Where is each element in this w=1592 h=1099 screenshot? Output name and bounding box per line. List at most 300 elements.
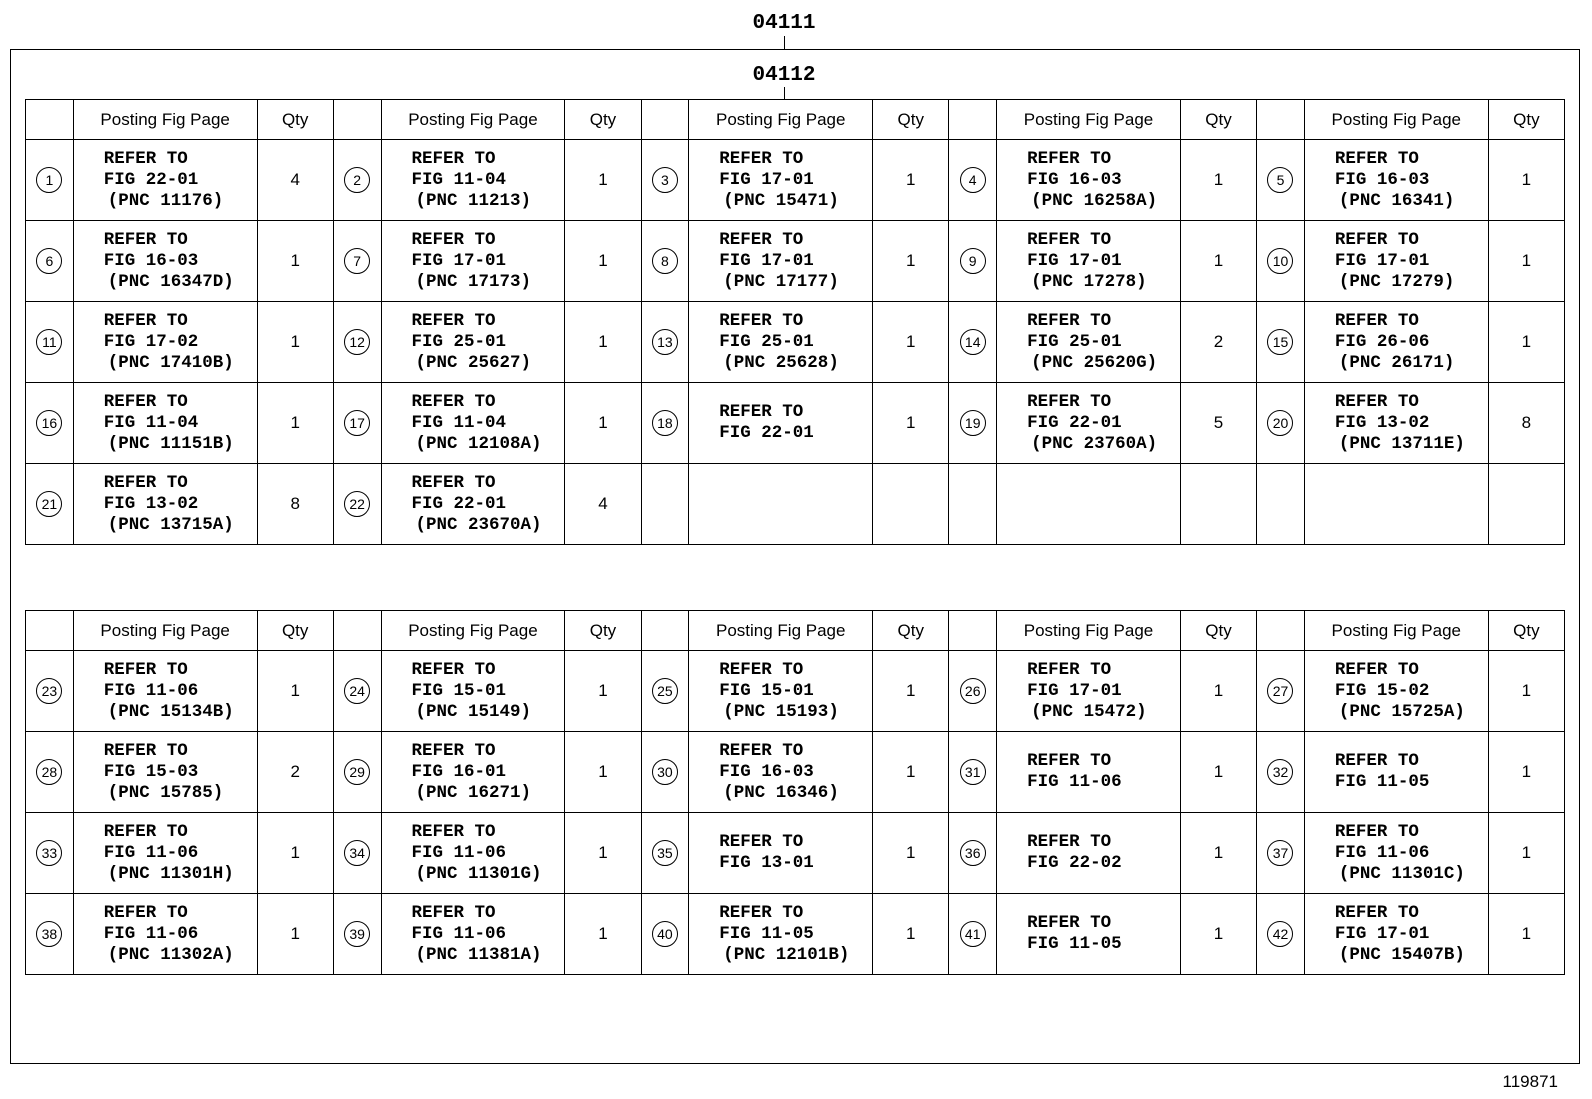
item-number-cell [26, 140, 74, 221]
refer-to-text: REFER TO [411, 229, 496, 250]
fig-page-text: FIG 11-05 [719, 923, 814, 944]
fig-page-text: FIG 11-04 [103, 412, 199, 433]
qty-cell: 1 [1180, 221, 1256, 302]
fig-page-text: FIG 22-01 [1027, 412, 1122, 433]
header-row [26, 611, 1565, 651]
refer-to-text: REFER TO [411, 472, 496, 493]
refer-to-text: REFER TO [411, 391, 496, 412]
qty-cell: 1 [1180, 140, 1256, 221]
reference-text [997, 751, 1180, 793]
pnc-text: (PNC 16347D) [107, 271, 234, 292]
fig-page-text: FIG 15-03 [103, 761, 199, 782]
reference-text [997, 392, 1180, 455]
pnc-text: (PNC 15472) [1031, 701, 1147, 722]
qty-cell: 1 [873, 140, 949, 221]
pnc-text: (PNC 17279) [1338, 271, 1455, 292]
fig-page-text: FIG 16-03 [103, 250, 199, 271]
pnc-text: (PNC 15134B) [107, 701, 234, 722]
reference-cell [1304, 732, 1488, 813]
fig-page-text: FIG 22-02 [1027, 853, 1122, 873]
pnc-text: (PNC 16271) [415, 782, 532, 803]
reference-cell [1304, 383, 1488, 464]
fig-page-text: FIG 17-02 [103, 331, 199, 352]
item-number-cell [641, 383, 689, 464]
reference-text [997, 660, 1180, 723]
pnc-text: (PNC 17278) [1031, 271, 1147, 292]
refer-to-text: REFER TO [103, 740, 188, 761]
qty-cell: 1 [565, 894, 641, 975]
reference-cell [997, 813, 1181, 894]
item-number-cell [641, 732, 689, 813]
refer-to-text: REFER TO [411, 902, 496, 923]
item-number-cell [26, 464, 74, 545]
header-qty: Qty [257, 611, 333, 651]
item-number-cell [641, 140, 689, 221]
refer-to-text: REFER TO [411, 740, 496, 761]
reference-cell [381, 383, 565, 464]
header-blank [333, 100, 381, 140]
reference-text [1305, 311, 1488, 374]
refer-to-text: REFER TO [719, 229, 804, 250]
item-number-cell [1257, 464, 1305, 545]
reference-cell [381, 651, 565, 732]
refer-to-text: REFER TO [411, 148, 496, 169]
header-posting-fig-page: Posting Fig Page [73, 100, 257, 140]
item-number-badge: 16 [36, 410, 62, 436]
refer-to-text: REFER TO [1334, 902, 1419, 923]
item-number-cell [641, 464, 689, 545]
header-qty: Qty [1180, 611, 1256, 651]
header-blank [949, 100, 997, 140]
refer-to-text: REFER TO [1334, 751, 1419, 771]
header-posting-fig-page: Posting Fig Page [997, 611, 1181, 651]
reference-cell [997, 732, 1181, 813]
refer-to-text: REFER TO [103, 391, 188, 412]
refer-to-text: REFER TO [411, 659, 496, 680]
qty-cell: 1 [1488, 302, 1564, 383]
qty-cell: 1 [565, 302, 641, 383]
qty-cell: 1 [565, 221, 641, 302]
qty-cell: 8 [1488, 383, 1564, 464]
fig-page-text: FIG 11-04 [411, 169, 507, 190]
qty-cell: 1 [565, 383, 641, 464]
refer-to-text: REFER TO [103, 310, 188, 331]
header-qty: Qty [1488, 100, 1564, 140]
fig-page-text: FIG 15-02 [1334, 680, 1430, 701]
item-number-badge: 21 [36, 491, 62, 517]
qty-cell: 1 [565, 732, 641, 813]
reference-text [74, 230, 257, 293]
qty-cell: 4 [565, 464, 641, 545]
qty-cell: 5 [1180, 383, 1256, 464]
fig-page-text: FIG 17-01 [1027, 250, 1122, 271]
item-number-cell [1257, 140, 1305, 221]
item-number-badge: 34 [344, 840, 370, 866]
fig-page-text: FIG 25-01 [411, 331, 507, 352]
fig-page-text: FIG 17-01 [1334, 923, 1430, 944]
fig-page-text: FIG 25-01 [1027, 331, 1122, 352]
reference-cell [381, 894, 565, 975]
item-number-cell [26, 383, 74, 464]
refer-to-text: REFER TO [719, 148, 804, 169]
item-number-badge: 12 [344, 329, 370, 355]
reference-text [689, 149, 872, 212]
reference-cell [1304, 140, 1488, 221]
item-number-cell [1257, 732, 1305, 813]
refer-to-text: REFER TO [719, 902, 804, 923]
refer-to-text: REFER TO [719, 310, 804, 331]
refer-to-text: REFER TO [103, 821, 188, 842]
fig-page-text: FIG 13-02 [103, 493, 199, 514]
header-blank [641, 611, 689, 651]
fig-page-text: FIG 16-03 [1027, 169, 1122, 190]
reference-cell [1304, 894, 1488, 975]
reference-text [382, 660, 565, 723]
pnc-text: (PNC 15193) [723, 701, 839, 722]
qty-cell: 1 [257, 813, 333, 894]
refer-to-text: REFER TO [103, 229, 188, 250]
item-number-cell [949, 813, 997, 894]
fig-page-text: FIG 11-06 [103, 842, 199, 863]
header-blank [949, 611, 997, 651]
qty-cell: 1 [1488, 140, 1564, 221]
item-number-badge: 5 [1267, 167, 1293, 193]
reference-text [1305, 822, 1488, 885]
refer-to-text: REFER TO [1334, 148, 1419, 169]
item-number-badge: 38 [36, 921, 62, 947]
fig-page-text: FIG 17-01 [719, 169, 814, 190]
refer-to-text: REFER TO [1027, 751, 1112, 771]
reference-text [997, 230, 1180, 293]
reference-cell [1304, 221, 1488, 302]
reference-text [689, 230, 872, 293]
item-number-badge: 19 [960, 410, 986, 436]
reference-text [997, 913, 1180, 955]
reference-text [1305, 392, 1488, 455]
item-number-badge: 42 [1267, 921, 1293, 947]
item-number-badge: 14 [960, 329, 986, 355]
parts-table-1 [25, 99, 1565, 545]
item-number-badge: 30 [652, 759, 678, 785]
item-number-cell [333, 221, 381, 302]
qty-cell: 1 [565, 813, 641, 894]
reference-text [1305, 903, 1488, 966]
item-number-badge: 1 [36, 167, 62, 193]
reference-cell [1304, 813, 1488, 894]
pnc-text: (PNC 26171) [1338, 352, 1455, 373]
header-posting-fig-page: Posting Fig Page [997, 100, 1181, 140]
reference-cell [689, 221, 873, 302]
refer-to-text: REFER TO [103, 148, 188, 169]
item-number-cell [641, 894, 689, 975]
refer-to-text: REFER TO [1027, 832, 1112, 852]
item-number-badge: 3 [652, 167, 678, 193]
item-number-cell [333, 302, 381, 383]
refer-to-text: REFER TO [1027, 659, 1112, 680]
fig-page-text: FIG 11-06 [103, 923, 199, 944]
header-posting-fig-page: Posting Fig Page [1304, 611, 1488, 651]
item-number-cell [1257, 894, 1305, 975]
item-number-badge: 8 [652, 248, 678, 274]
reference-text [382, 311, 565, 374]
fig-page-text: FIG 11-04 [411, 412, 507, 433]
fig-page-text: FIG 26-06 [1334, 331, 1430, 352]
reference-cell [997, 383, 1181, 464]
reference-text [382, 473, 565, 536]
item-number-badge: 35 [652, 840, 678, 866]
reference-cell [997, 464, 1181, 545]
item-number-cell [333, 894, 381, 975]
reference-text [74, 741, 257, 804]
header-qty: Qty [873, 611, 949, 651]
item-number-badge: 20 [1267, 410, 1293, 436]
item-number-cell [333, 813, 381, 894]
reference-cell [381, 221, 565, 302]
reference-cell [997, 894, 1181, 975]
reference-cell [1304, 651, 1488, 732]
leader-line-inner [784, 87, 785, 99]
pnc-text: (PNC 16258A) [1031, 190, 1158, 211]
reference-cell [73, 140, 257, 221]
reference-cell [73, 383, 257, 464]
pnc-text: (PNC 12101B) [723, 944, 850, 965]
item-number-cell [949, 651, 997, 732]
reference-text [74, 149, 257, 212]
item-number-cell [949, 464, 997, 545]
header-blank [1257, 611, 1305, 651]
item-number-cell [949, 140, 997, 221]
header-posting-fig-page: Posting Fig Page [1304, 100, 1488, 140]
qty-cell: 1 [1488, 813, 1564, 894]
reference-text [1305, 660, 1488, 723]
pnc-text: (PNC 17173) [415, 271, 532, 292]
qty-cell: 1 [1180, 651, 1256, 732]
qty-cell: 1 [873, 383, 949, 464]
reference-cell [381, 813, 565, 894]
item-number-badge: 36 [960, 840, 986, 866]
reference-cell [381, 732, 565, 813]
pnc-text: (PNC 23670A) [415, 514, 542, 535]
reference-cell [689, 894, 873, 975]
qty-cell: 1 [1488, 894, 1564, 975]
refer-to-text: REFER TO [1027, 310, 1112, 331]
pnc-text: (PNC 11302A) [107, 944, 234, 965]
pnc-text: (PNC 12108A) [415, 433, 542, 454]
item-number-cell [26, 813, 74, 894]
reference-text [997, 832, 1180, 874]
reference-cell [997, 221, 1181, 302]
pnc-text: (PNC 17410B) [107, 352, 234, 373]
item-number-badge: 27 [1267, 678, 1293, 704]
fig-page-text: FIG 25-01 [719, 331, 814, 352]
header-qty: Qty [873, 100, 949, 140]
pnc-text: (PNC 11176) [107, 190, 224, 211]
table-row [26, 221, 1565, 302]
qty-cell: 1 [873, 302, 949, 383]
item-number-badge: 4 [960, 167, 986, 193]
item-number-badge: 23 [36, 678, 62, 704]
header-qty: Qty [565, 100, 641, 140]
reference-text [74, 473, 257, 536]
pnc-text: (PNC 17177) [723, 271, 839, 292]
reference-cell [73, 651, 257, 732]
reference-text [382, 903, 565, 966]
reference-cell [381, 464, 565, 545]
header-posting-fig-page: Posting Fig Page [689, 611, 873, 651]
reference-text [1305, 230, 1488, 293]
qty-cell: 1 [873, 894, 949, 975]
fig-page-text: FIG 17-01 [719, 250, 814, 271]
fig-page-text: FIG 11-06 [411, 842, 507, 863]
reference-text [1305, 751, 1488, 793]
refer-to-text: REFER TO [1334, 391, 1419, 412]
table-row [26, 464, 1565, 545]
item-number-cell [26, 894, 74, 975]
item-number-cell [333, 383, 381, 464]
header-posting-fig-page: Posting Fig Page [689, 100, 873, 140]
qty-cell: 1 [257, 302, 333, 383]
reference-text [997, 311, 1180, 374]
pnc-text: (PNC 25620G) [1031, 352, 1158, 373]
reference-text [382, 741, 565, 804]
reference-text [689, 903, 872, 966]
item-number-cell [1257, 221, 1305, 302]
fig-page-text: FIG 13-01 [719, 853, 814, 873]
refer-to-text: REFER TO [1027, 148, 1112, 169]
qty-cell: 2 [257, 732, 333, 813]
pnc-text: (PNC 23760A) [1031, 433, 1158, 454]
pnc-text: (PNC 15725A) [1338, 701, 1465, 722]
reference-text [997, 149, 1180, 212]
fig-page-text: FIG 16-03 [719, 761, 814, 782]
header-posting-fig-page: Posting Fig Page [381, 100, 565, 140]
fig-page-text: FIG 11-06 [411, 923, 507, 944]
refer-to-text: REFER TO [719, 740, 804, 761]
pnc-text: (PNC 13715A) [107, 514, 234, 535]
header-posting-fig-page: Posting Fig Page [73, 611, 257, 651]
qty-cell: 8 [257, 464, 333, 545]
refer-to-text: REFER TO [1027, 391, 1112, 412]
pnc-text: (PNC 25627) [415, 352, 532, 373]
reference-text [74, 311, 257, 374]
reference-cell [1304, 302, 1488, 383]
pnc-text: (PNC 16346) [723, 782, 839, 803]
reference-cell [689, 464, 873, 545]
pnc-text: (PNC 11301C) [1338, 863, 1465, 884]
refer-to-text: REFER TO [719, 659, 804, 680]
reference-text [74, 822, 257, 885]
fig-page-text: FIG 15-01 [719, 680, 814, 701]
refer-to-text: REFER TO [1334, 821, 1419, 842]
item-number-cell [949, 894, 997, 975]
table-row [26, 140, 1565, 221]
pnc-text: (PNC 15785) [107, 782, 224, 803]
item-number-cell [641, 221, 689, 302]
refer-to-text: REFER TO [411, 821, 496, 842]
header-posting-fig-page: Posting Fig Page [381, 611, 565, 651]
refer-to-text: REFER TO [1027, 229, 1112, 250]
refer-to-text: REFER TO [103, 902, 188, 923]
assembly-label-04111: 04111 [752, 12, 816, 35]
pnc-text: (PNC 16341) [1338, 190, 1455, 211]
table-row [26, 813, 1565, 894]
fig-page-text: FIG 16-03 [1334, 169, 1430, 190]
table-row [26, 894, 1565, 975]
reference-cell [689, 383, 873, 464]
qty-cell: 1 [257, 894, 333, 975]
reference-text [74, 392, 257, 455]
pnc-text: (PNC 25628) [723, 352, 839, 373]
qty-cell: 1 [873, 221, 949, 302]
qty-cell: 1 [565, 651, 641, 732]
refer-to-text: REFER TO [103, 659, 188, 680]
reference-cell [689, 651, 873, 732]
fig-page-text: FIG 11-06 [103, 680, 199, 701]
refer-to-text: REFER TO [1334, 229, 1419, 250]
reference-cell [73, 894, 257, 975]
item-number-cell [1257, 383, 1305, 464]
reference-cell [997, 140, 1181, 221]
reference-cell [381, 302, 565, 383]
item-number-cell [333, 732, 381, 813]
qty-cell: 1 [1180, 894, 1256, 975]
reference-cell [1304, 464, 1488, 545]
qty-cell: 2 [1180, 302, 1256, 383]
item-number-cell [949, 302, 997, 383]
fig-page-text: FIG 22-01 [719, 423, 814, 443]
pnc-text: (PNC 11301H) [107, 863, 234, 884]
reference-cell [73, 302, 257, 383]
fig-page-text: FIG 17-01 [1027, 680, 1122, 701]
item-number-badge: 15 [1267, 329, 1293, 355]
qty-cell: 1 [1488, 651, 1564, 732]
item-number-cell [949, 732, 997, 813]
header-qty: Qty [257, 100, 333, 140]
item-number-badge: 26 [960, 678, 986, 704]
reference-text [74, 903, 257, 966]
item-number-cell [949, 221, 997, 302]
pnc-text: (PNC 13711E) [1338, 433, 1465, 454]
reference-cell [997, 302, 1181, 383]
qty-cell: 1 [257, 651, 333, 732]
reference-cell [689, 302, 873, 383]
item-number-badge: 13 [652, 329, 678, 355]
item-number-badge: 6 [36, 248, 62, 274]
fig-page-text: FIG 22-01 [103, 169, 199, 190]
reference-cell [689, 140, 873, 221]
reference-text [689, 311, 872, 374]
item-number-badge: 10 [1267, 248, 1293, 274]
item-number-cell [949, 383, 997, 464]
pnc-text: (PNC 11151B) [107, 433, 234, 454]
header-qty: Qty [565, 611, 641, 651]
item-number-badge: 32 [1267, 759, 1293, 785]
pnc-text: (PNC 11301G) [415, 863, 542, 884]
reference-cell [689, 813, 873, 894]
qty-cell: 1 [1488, 732, 1564, 813]
item-number-badge: 18 [652, 410, 678, 436]
item-number-badge: 39 [344, 921, 370, 947]
refer-to-text: REFER TO [1334, 310, 1419, 331]
reference-text [74, 660, 257, 723]
qty-cell: 1 [1488, 221, 1564, 302]
reference-text [382, 392, 565, 455]
header-blank [1257, 100, 1305, 140]
qty-cell: 1 [565, 140, 641, 221]
table-row [26, 732, 1565, 813]
qty-cell [1488, 464, 1564, 545]
figure-id: 119871 [1502, 1072, 1558, 1091]
